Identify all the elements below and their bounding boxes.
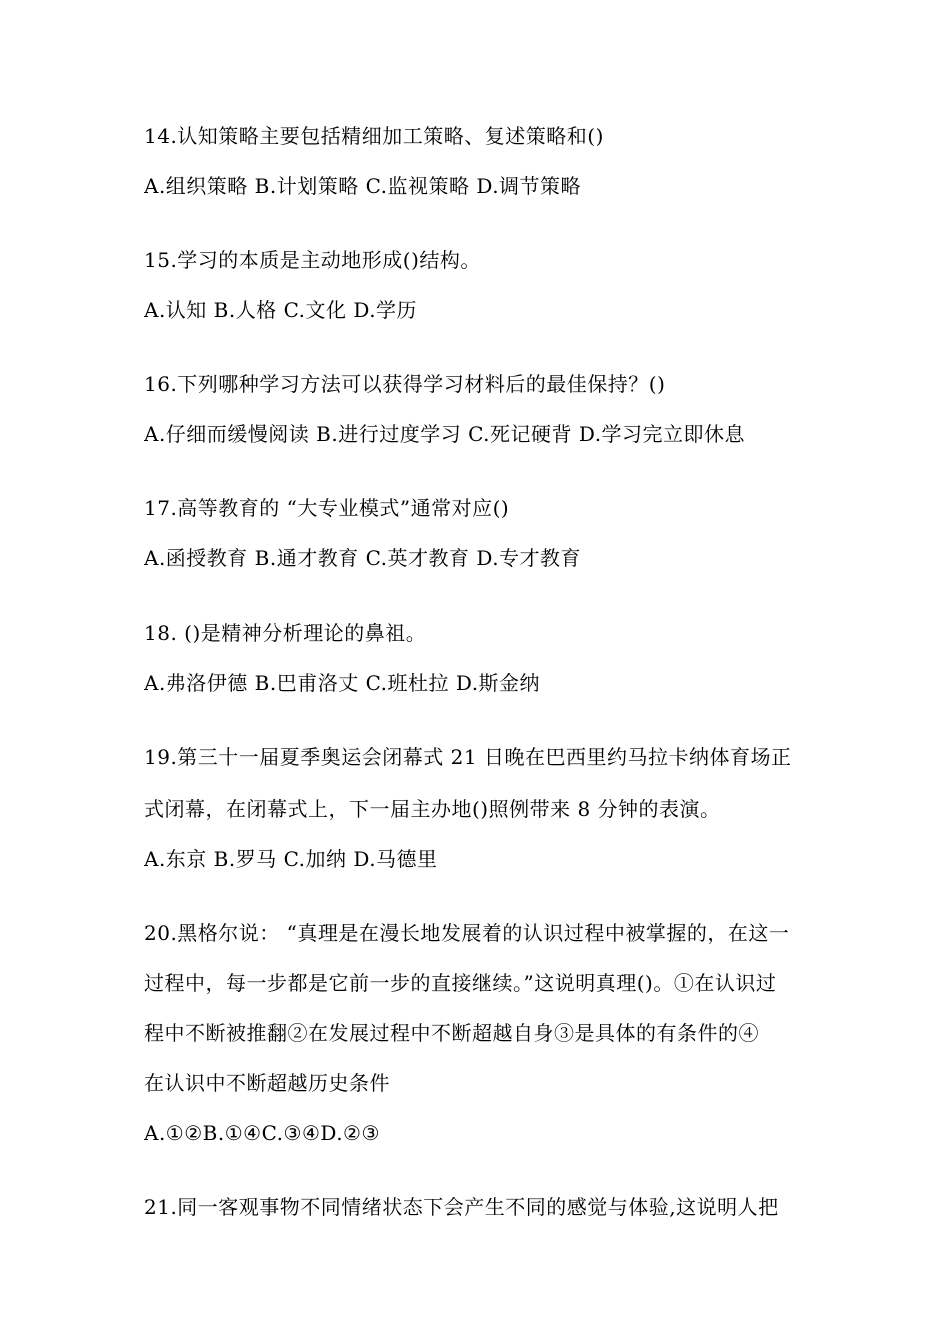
question-15-options: A.认知 B.人格 C.文化 D.学历 [144, 298, 418, 322]
question-18-options: A.弗洛伊德 B.巴甫洛丈 C.班杜拉 D.斯金纳 [144, 671, 541, 695]
question-19-stem-line-1: 19.第三十一届夏季奥运会闭幕式 21 日晚在巴西里约马拉卡纳体育场正 [144, 745, 792, 769]
question-17-stem: 17.高等教育的 “大专业模式”通常对应() [144, 496, 510, 520]
question-16-stem: 16.下列哪种学习方法可以获得学习材料后的最佳保持？() [144, 372, 666, 396]
question-20-stem-line-4: 在认识中不断超越历史条件 [144, 1071, 390, 1095]
question-20-stem-line-2: 过程中，每一步都是它前一步的直接继续。”这说明真理()。①在认识过 [144, 971, 777, 995]
question-20-options: A.①②B.①④C.③④D.②③ [144, 1121, 380, 1145]
question-14-stem: 14.认知策略主要包括精细加工策略、复述策略和() [144, 124, 604, 148]
question-18-stem: 18. ()是精神分析理论的鼻祖。 [144, 621, 427, 645]
question-19-options: A.东京 B.罗马 C.加纳 D.马德里 [144, 847, 438, 871]
question-21-stem: 21.同一客观事物不同情绪状态下会产生不同的感觉与体验,这说明人把 [144, 1195, 779, 1219]
question-16-options: A.仔细而缓慢阅读 B.进行过度学习 C.死记硬背 D.学习完立即休息 [144, 422, 746, 446]
question-19-stem-line-2: 式闭幕，在闭幕式上，下一届主办地()照例带来 8 分钟的表演。 [144, 797, 721, 821]
question-20-stem-line-3: 程中不断被推翻②在发展过程中不断超越自身③是具体的有条件的④ [144, 1021, 759, 1045]
question-14-options: A.组织策略 B.计划策略 C.监视策略 D.调节策略 [144, 174, 582, 198]
question-17-options: A.函授教育 B.通才教育 C.英才教育 D.专才教育 [144, 546, 582, 570]
question-15-stem: 15.学习的本质是主动地形成()结构。 [144, 248, 481, 272]
question-20-stem-line-1: 20.黑格尔说： “真理是在漫长地发展着的认识过程中被掌握的，在这一 [144, 921, 790, 945]
